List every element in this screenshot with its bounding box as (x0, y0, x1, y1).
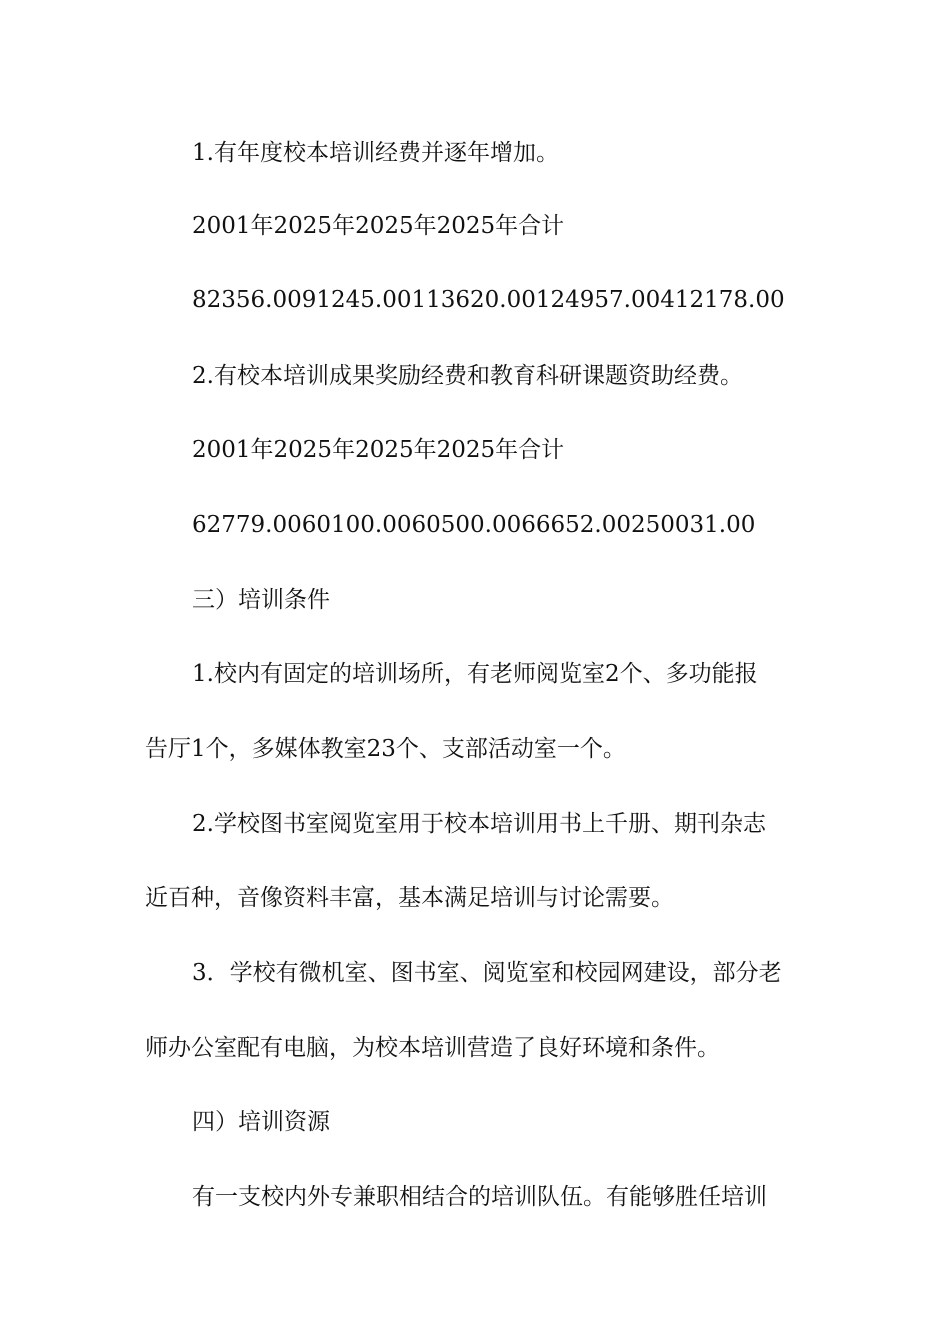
paragraph-line: 2001年2025年2025年2025年合计 (192, 437, 565, 463)
paragraph-line: 62779.0060100.0060500.0066652.00250031.00 (192, 512, 756, 538)
paragraph-line: 82356.0091245.00113620.00124957.00412178.00 (192, 287, 785, 313)
paragraph-line: 2001年2025年2025年2025年合计 (192, 213, 565, 239)
paragraph-line: 近百种，音像资料丰富，基本满足培训与讨论需要。 (145, 885, 674, 911)
paragraph-line: 2.学校图书室阅览室用于校本培训用书上千册、期刊杂志 (192, 811, 766, 837)
paragraph-line: 1.校内有固定的培训场所，有老师阅览室2个、多功能报 (192, 661, 758, 687)
paragraph-line: 2.有校本培训成果奖励经费和教育科研课题资助经费。 (192, 363, 743, 389)
paragraph-line: 师办公室配有电脑，为校本培训营造了良好环境和条件。 (145, 1035, 720, 1061)
paragraph-line: 1.有年度校本培训经费并逐年增加。 (192, 140, 559, 166)
paragraph-line: 告厅1个，多媒体教室23个、支部活动室一个。 (145, 736, 626, 762)
section-heading: 四）培训资源 (192, 1109, 330, 1135)
section-heading: 三）培训条件 (192, 587, 330, 613)
paragraph-line: 有一支校内外专兼职相结合的培训队伍。有能够胜任培训 (192, 1184, 767, 1210)
paragraph-line: 3．学校有微机室、图书室、阅览室和校园网建设，部分老 (192, 960, 782, 986)
